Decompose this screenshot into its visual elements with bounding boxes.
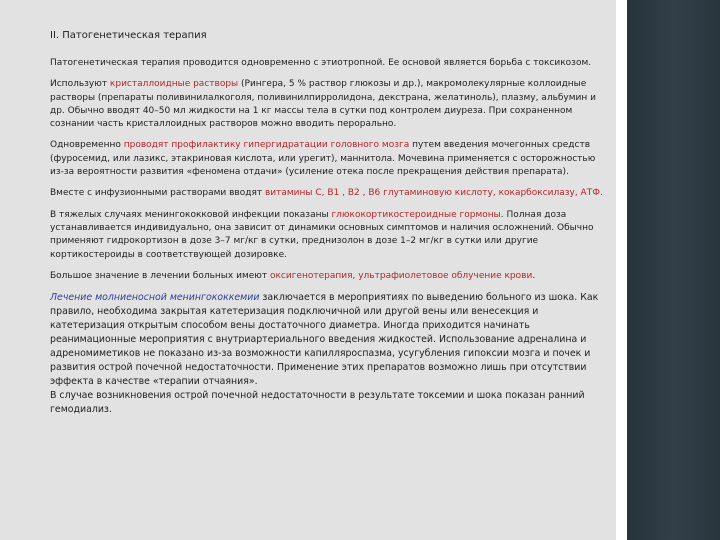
text-segment: В тяжелых случаях менингококковой инфекции показаны	[50, 209, 332, 220]
text-segment: Большое значение в лечении больных имеют	[50, 270, 270, 281]
slide-title: II. Патогенетическая терапия	[50, 30, 207, 41]
side-panel	[627, 0, 720, 540]
paragraph-fulminant	[50, 291, 610, 417]
text-segment: (Рингера, 5 % раствор глюкозы и др.), макромолекулярные коллоидные растворы (препараты поливинилалкоголя, поливинилпирролидона, декстрана, желатиноль), плазму, альбумин и др. Обычно вводят 40–50 мл жидкости на 1 кг массы тела в сутки под контролем диуреза. При сохраненном сознании часть кристаллоидных растворов можно вводить перорально.	[50, 79, 596, 130]
text-segment: Используют	[50, 79, 110, 90]
highlight-hyperhydration: проводят профилактику гипергидратации головного мозга	[123, 140, 410, 151]
text-segment: Одновременно	[50, 140, 124, 151]
paragraph-oxygen	[50, 270, 610, 283]
highlight-oxygen: оксигенотерапия, ультрафиолетовое облучение крови	[269, 270, 533, 281]
highlight-hormones: глюкокортикостероидные гормоны	[331, 209, 501, 220]
slide-content	[50, 30, 610, 417]
text-segment: .	[532, 270, 536, 281]
text-segment: . Полная доза устанавливается индивидуально, она зависит от динамики основных симптомов и наличия осложнений. Обычно применяют гидрокортизон в дозе 3–7 мг/кг в сутки, преднизолон в дозе 1–2 мг/кг в сутки или другие кортикостероиды в соответствующей дозировке.	[50, 209, 594, 260]
paragraph-infusion	[50, 78, 610, 131]
emphasis-fulminant: Лечение молниеносной менингококкемии	[50, 292, 260, 304]
text-segment: Вместе с инфузионными растворами вводят	[50, 188, 265, 199]
paragraph-toxicosis: Патогенетическая терапия проводится одновременно с этиотропной. Ее основой является борьба с токсикозом.	[50, 58, 592, 68]
paragraph-brain-edema	[50, 139, 610, 179]
highlight-vitamins: витамины С, В1 , В2 , В6 глутаминовую кислоту, кокарбоксилазу, АТФ.	[264, 188, 603, 199]
side-gap	[616, 0, 627, 540]
highlight-crystalloid: кристаллоидные растворы	[109, 79, 239, 90]
text-segment: заключается в мероприятиях по выведению больного из шока. Как правило, необходима закрытая катетеризация подключичной или другой вены или венесекция и катетеризация открытым способом вены достаточного диаметра. Иногда приходится начинать реанимационные мероприятия с внутриартериального введения жидкостей. Использование адреналина и адреномиметиков не показано из-за возможности капилляроспазма, усугубления гипоксии мозга и почек и развития острой почечной недостаточности. Применение этих препаратов возможно лишь при отсутствии эффекта в качестве «терапии отчаяния».	[50, 292, 599, 388]
text-segment: путем введения мочегонных средств (фуросемид, или лазикс, этакриновая кислота, или урегит), маннитола. Мочевина применяется с осторожностью из-за вероятности развития «феномена отдачи» (усиление отека после прекращения действия препарата).	[50, 140, 596, 178]
paragraph-vitamins	[50, 187, 610, 200]
paragraph-hormones	[50, 209, 610, 262]
text-segment: В случае возникновения острой почечной недостаточности в результате токсемии и шока показан ранний гемодиализ.	[50, 390, 585, 416]
